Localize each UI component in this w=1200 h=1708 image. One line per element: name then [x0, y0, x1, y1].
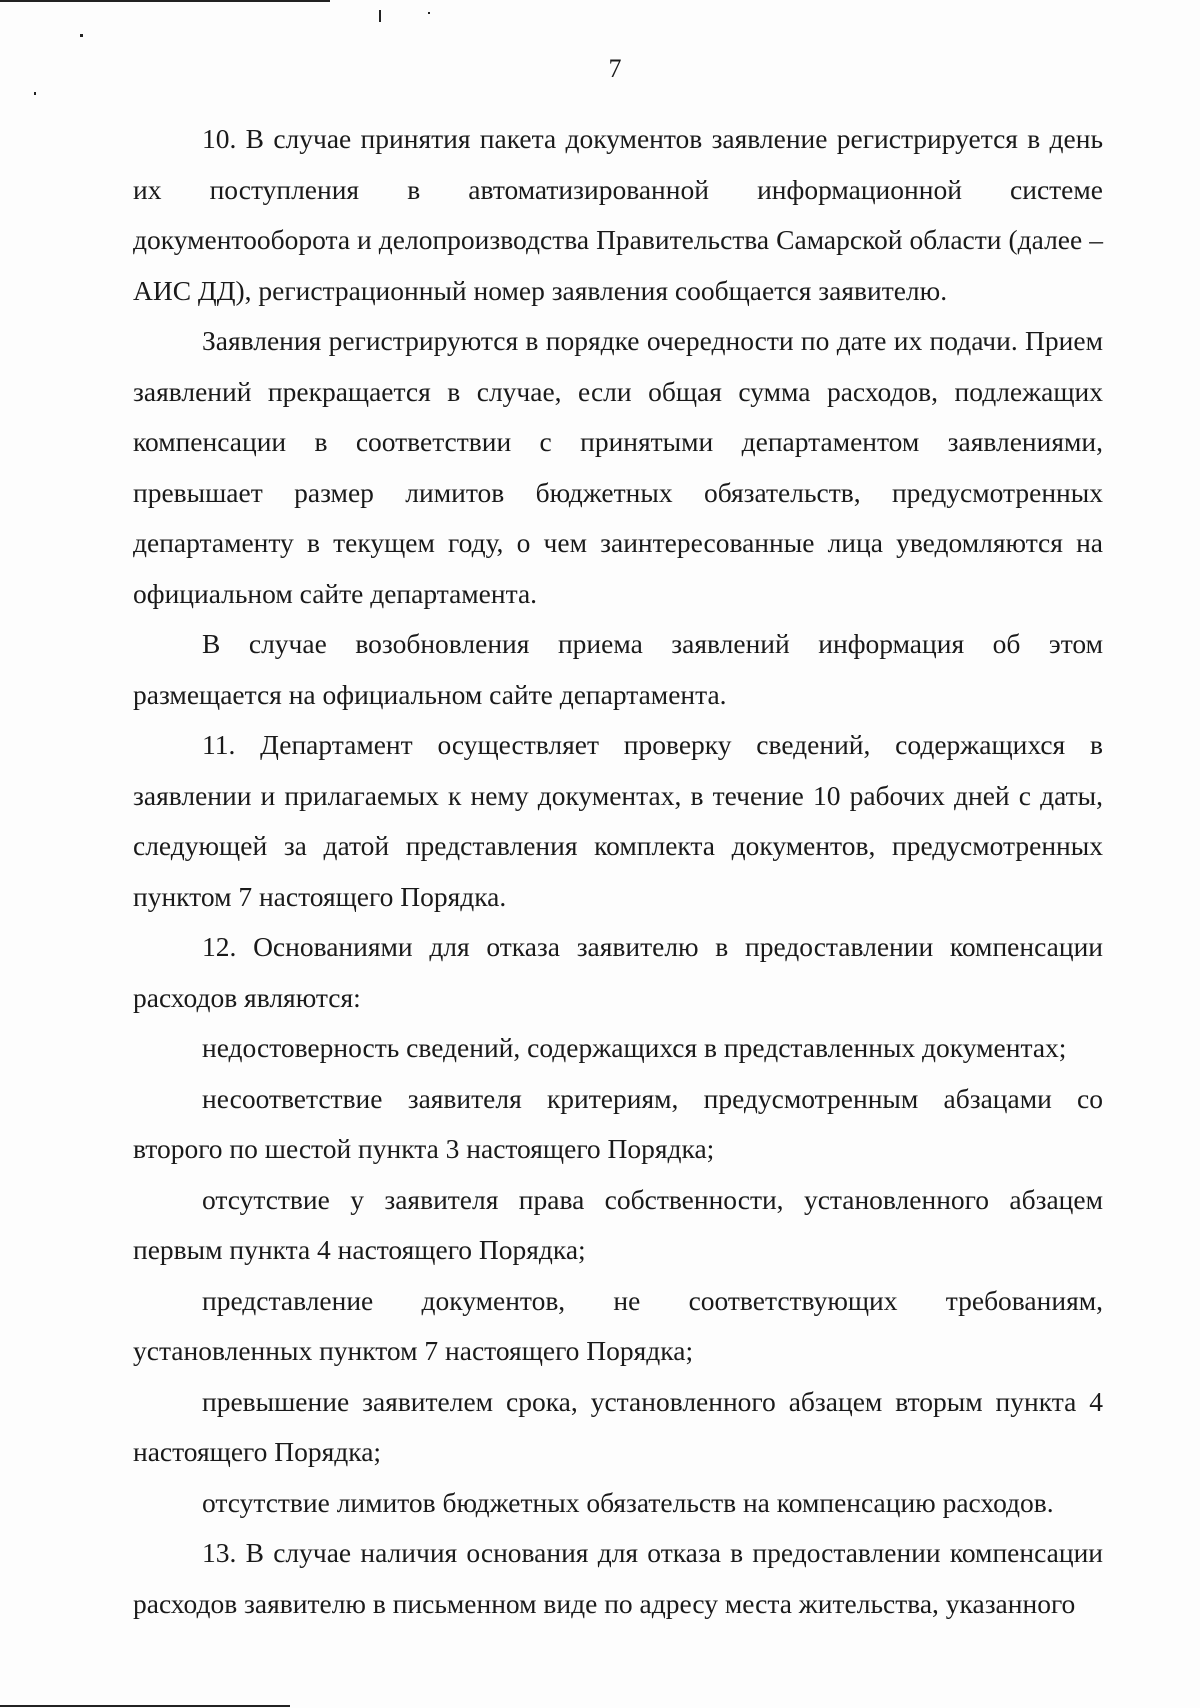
scan-speck: [80, 34, 83, 37]
paragraph-resumption: В случае возобновления приема заявлений информация об этом размещается на официальном сайте департамента.: [133, 628, 1103, 710]
refusal-ground-unreliable-info: недостоверность сведений, содержащихся в представленных документах;: [202, 1032, 1067, 1063]
scan-speck: [428, 12, 430, 14]
document-body: [133, 114, 1103, 1629]
page-number: 7: [608, 54, 622, 83]
paragraph-13: 13. В случае наличия основания для отказа в предоставлении компенсации расходов заявителю в письменном виде по адресу места жительства, указанного: [133, 1537, 1103, 1619]
paragraph-registration-order: Заявления регистрируются в порядке очередности по дате их подачи. Прием заявлений прекращается в случае, если общая сумма расходов, подлежащих компенсации в соответствии с принятыми департаментом заявлениями, превышает размер лимитов бюджетных обязательств, предусмотренных департаменту в текущем году, о чем заинтересованные лица уведомляются на официальном сайте департамента.: [133, 325, 1103, 609]
paragraph-10: 10. В случае принятия пакета документов заявление регистрируется в день их поступления в автоматизированной информационной системе документооборота и делопроизводства Правительства Самарской области (далее – АИС ДД), регистрационный номер заявления сообщается заявителю.: [133, 123, 1103, 306]
paragraph-12: 12. Основаниями для отказа заявителю в предоставлении компенсации расходов являются:: [133, 931, 1103, 1013]
refusal-ground-no-ownership: отсутствие у заявителя права собственности, установленного абзацем первым пункта 4 настоящего Порядка;: [133, 1183, 1103, 1265]
refusal-ground-no-budget-limits: отсутствие лимитов бюджетных обязательств на компенсацию расходов.: [202, 1486, 1054, 1518]
refusal-ground-documents-noncompliant: представление документов, не соответствующих требованиям, установленных пунктом 7 настоящего Порядка;: [133, 1284, 1103, 1366]
refusal-ground-deadline-exceeded: превышение заявителем срока, установленного абзацем вторым пункта 4 настоящего Порядка;: [133, 1385, 1103, 1467]
scan-speck: [34, 92, 36, 95]
scan-border-top: [0, 0, 330, 2]
paragraph-11: 11. Департамент осуществляет проверку сведений, содержащихся в заявлении и прилагаемых к нему документах, в течение 10 рабочих дней с даты, следующей за датой представления комплекта документов, предусмотренных пунктом 7 настоящего Порядка.: [133, 729, 1103, 912]
scan-border-bottom: [0, 1705, 290, 1707]
refusal-ground-criteria-mismatch: несоответствие заявителя критериям, предусмотренным абзацами со второго по шестой пункта 3 настоящего Порядка;: [133, 1082, 1103, 1164]
scan-speck: [379, 10, 381, 22]
